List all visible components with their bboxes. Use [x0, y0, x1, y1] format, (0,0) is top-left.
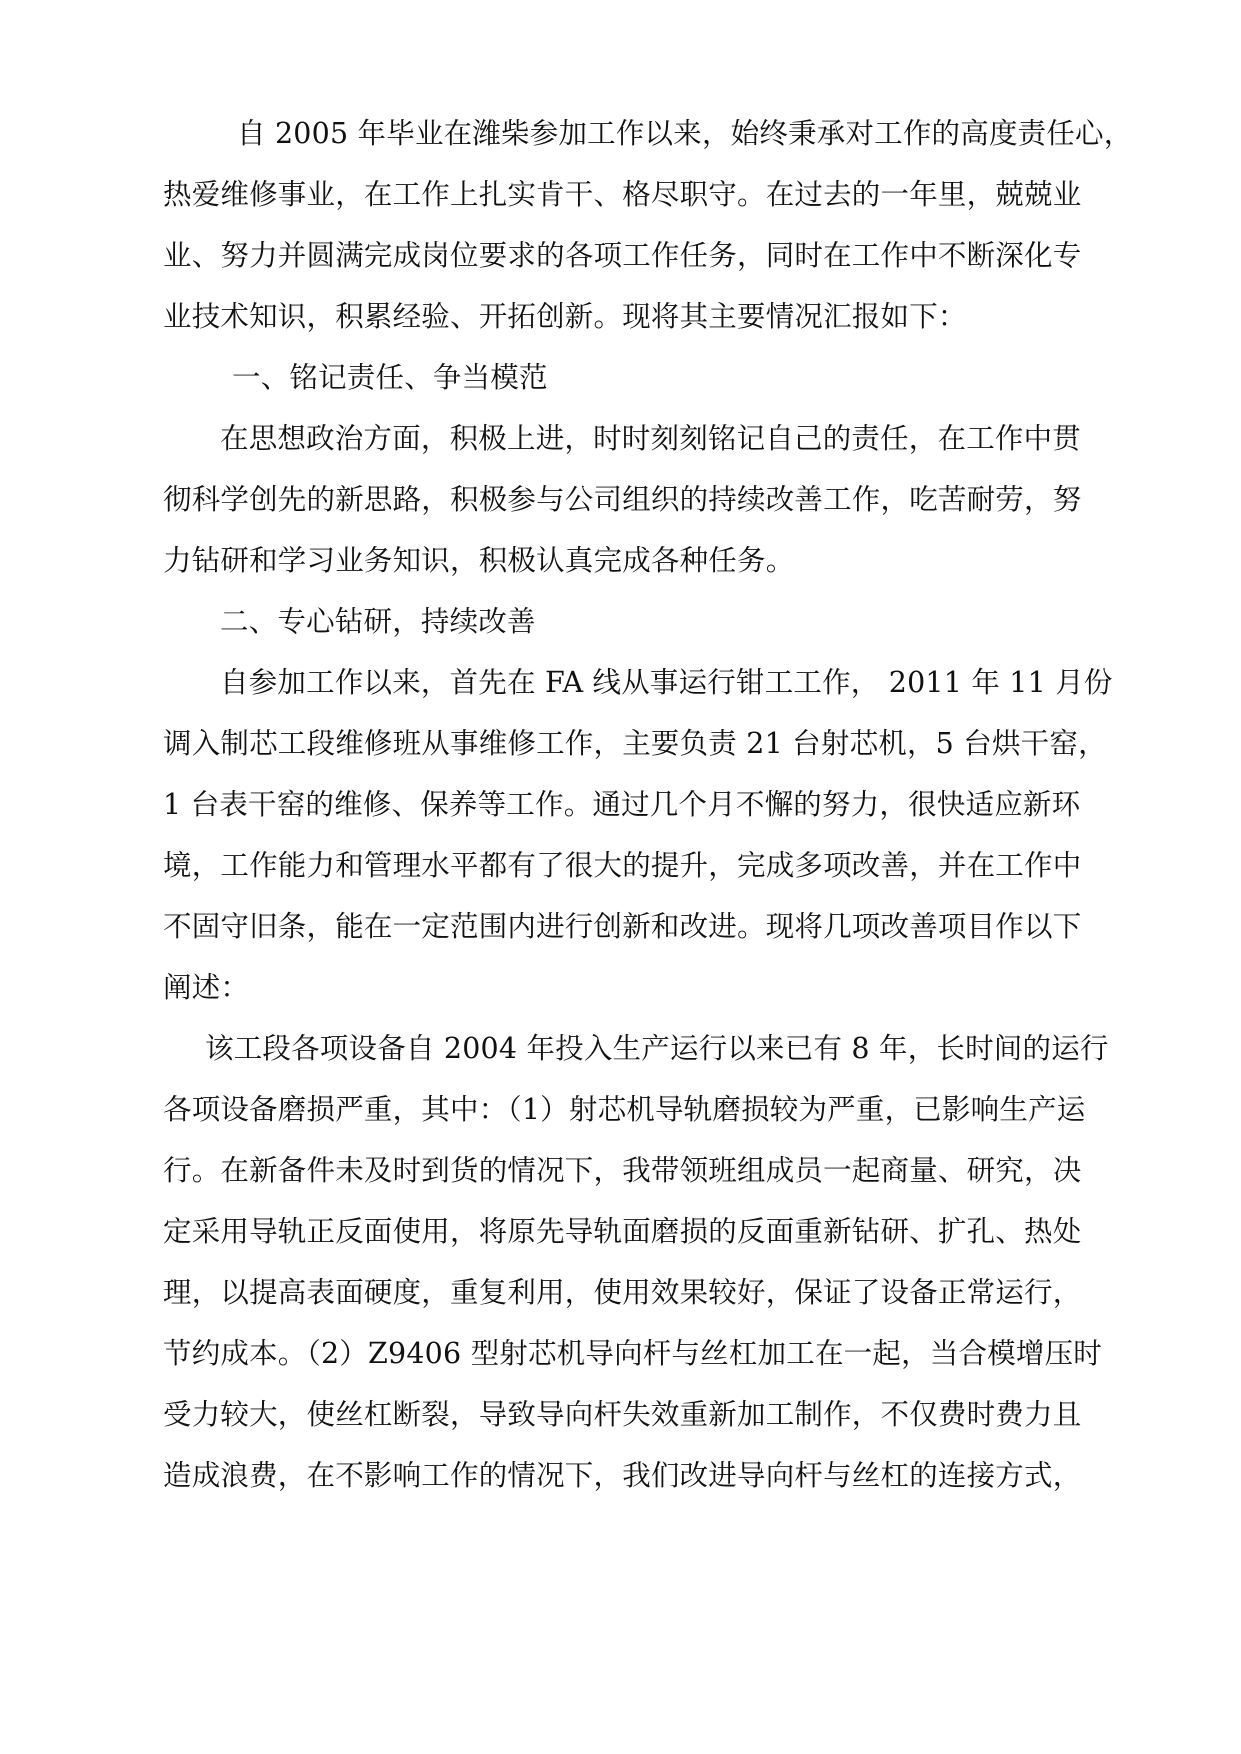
paragraph-line: 节约成本。（2）Z9406 型射芯机导向杆与丝杠加工在一起，当合模增压时 — [163, 1337, 1102, 1370]
paragraph-line: 业技术知识，积累经验、开拓创新。现将其主要情况汇报如下： — [163, 300, 967, 333]
paragraph-line: 境，工作能力和管理水平都有了很大的提升，完成多项改善，并在工作中 — [163, 849, 1082, 882]
paragraph-line: 业、努力并圆满完成岗位要求的各项工作任务，同时在工作中不断深化专 — [163, 239, 1082, 272]
section-heading: 一、铭记责任、争当模范 — [232, 361, 548, 394]
paragraph-line: 不固守旧条，能在一定范围内进行创新和改进。现将几项改善项目作以下 — [163, 910, 1082, 943]
paragraph-line: 自 2005 年毕业在潍柴参加工作以来，始终秉承对工作的高度责任心， — [237, 117, 1133, 150]
paragraph-line: 力钻研和学习业务知识，积极认真完成各种任务。 — [163, 544, 795, 577]
paragraph-line: 热爱维修事业，在工作上扎实肯干、格尽职守。在过去的一年里，兢兢业 — [163, 178, 1082, 211]
paragraph-line: 彻科学创先的新思路，积极参与公司组织的持续改善工作，吃苦耐劳，努 — [163, 483, 1082, 516]
paragraph-line: 定采用导轨正反面使用，将原先导轨面磨损的反面重新钻研、扩孔、热处 — [163, 1215, 1082, 1248]
paragraph-line: 理，以提高表面硬度，重复利用，使用效果较好，保证了设备正常运行， — [163, 1276, 1082, 1309]
paragraph-line: 自参加工作以来，首先在 FA 线从事运行钳工工作， 2011 年 11 月份 — [220, 666, 1113, 699]
paragraph-line: 调入制芯工段维修班从事维修工作，主要负责 21 台射芯机，5 台烘干窑， — [163, 727, 1107, 760]
paragraph-line: 在思想政治方面，积极上进，时时刻刻铭记自己的责任，在工作中贯 — [220, 422, 1082, 455]
paragraph-line: 造成浪费，在不影响工作的情况下，我们改进导向杆与丝杠的连接方式， — [163, 1459, 1082, 1492]
paragraph-line: 受力较大，使丝杠断裂，导致导向杆失效重新加工制作，不仅费时费力且 — [163, 1398, 1082, 1431]
paragraph-line: 该工段各项设备自 2004 年投入生产运行以来已有 8 年，长时间的运行 — [205, 1032, 1109, 1065]
paragraph-line: 阐述： — [163, 971, 250, 1004]
section-heading: 二、专心钻研，持续改善 — [220, 605, 536, 638]
paragraph-line: 各项设备磨损严重，其中：（1）射芯机导轨磨损较为严重，已影响生产运 — [163, 1093, 1086, 1126]
paragraph-line: 行。在新备件未及时到货的情况下，我带领班组成员一起商量、研究，决 — [163, 1154, 1082, 1187]
paragraph-line: 1 台表干窑的维修、保养等工作。通过几个月不懈的努力，很快适应新环 — [163, 788, 1081, 821]
